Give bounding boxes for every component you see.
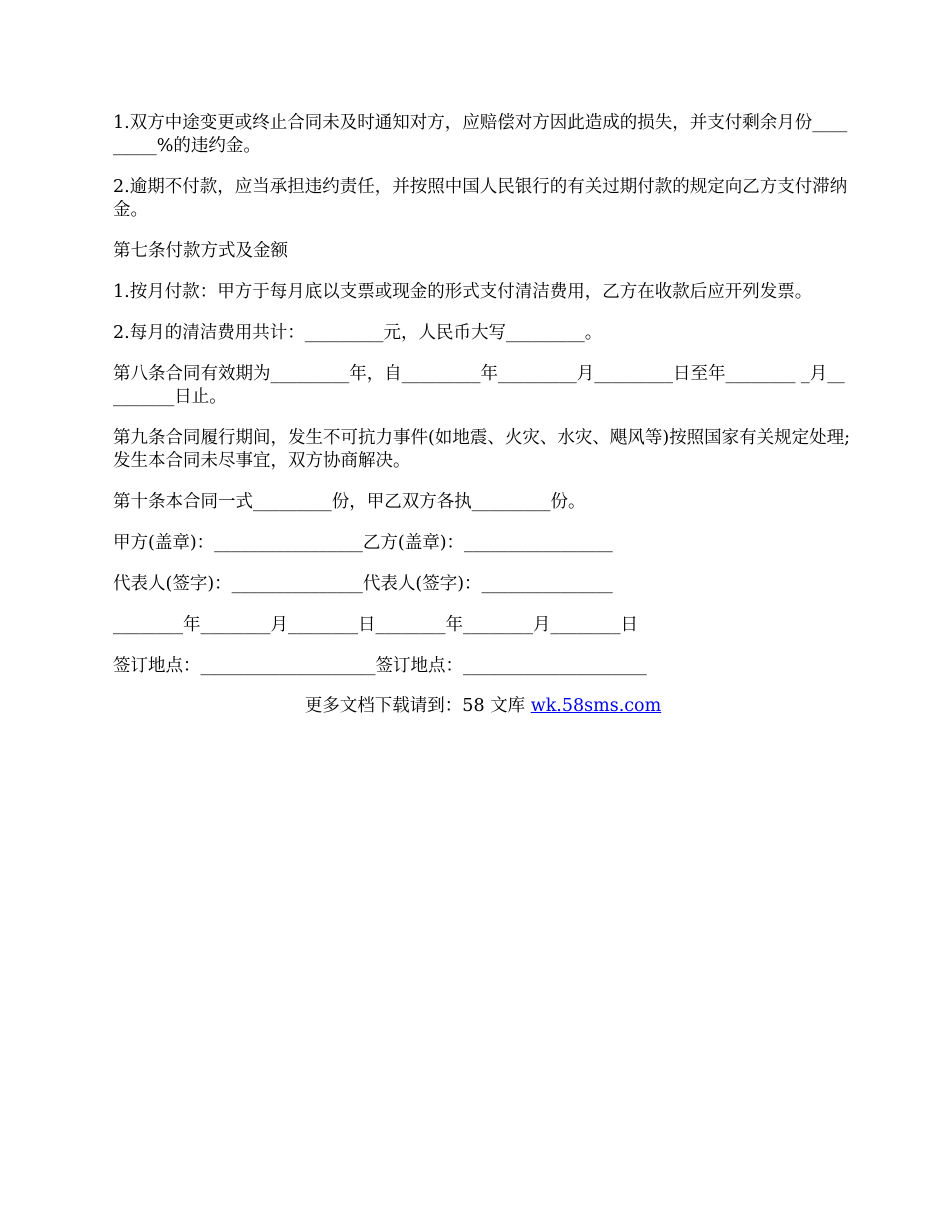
article-9-force-majeure: 第九条合同履行期间，发生不可抗力事件(如地震、火灾、水灾、飓风等)按照国家有关规定处理;发生本合同未尽事宜，双方协商解决。	[113, 428, 851, 471]
clause-early-termination: 1.双方中途变更或终止合同未及时通知对方，应赔偿对方因此造成的损失，并支付剩余月份_________%的违约金。	[113, 113, 848, 156]
seal-line: 甲方(盖章)：_________________乙方(盖章)：_________________	[113, 533, 613, 553]
footer	[113, 695, 853, 718]
article-10-copies: 第十条本合同一式_________份，甲乙双方各执_________份。	[113, 492, 586, 512]
date-line: ________年________月________日________年________月________日	[113, 615, 638, 635]
clause-monthly-fee: 2.每月的清洁费用共计：_________元，人民币大写_________。	[113, 323, 603, 343]
article-7-heading: 第七条付款方式及金额	[113, 241, 288, 261]
signing-place-line: 签订地点：____________________签订地点：_____________________	[113, 656, 647, 676]
clause-monthly-payment: 1.按月付款：甲方于每月底以支票或现金的形式支付清洁费用，乙方在收款后应开列发票。	[113, 282, 813, 302]
footer-link[interactable]: wk.58sms.com	[530, 696, 662, 716]
footer-text: 更多文档下载请到：58 文库	[304, 696, 531, 716]
clause-late-payment: 2.逾期不付款，应当承担违约责任，并按照中国人民银行的有关过期付款的规定向乙方支付滞纳金。	[113, 177, 848, 220]
signature-line: 代表人(签字)：_______________代表人(签字)：_______________	[113, 574, 613, 594]
document-page	[113, 112, 853, 718]
article-8-validity: 第八条合同有效期为_________年，自_________年_________月_________日至年________ _月_________日止。	[113, 364, 845, 407]
